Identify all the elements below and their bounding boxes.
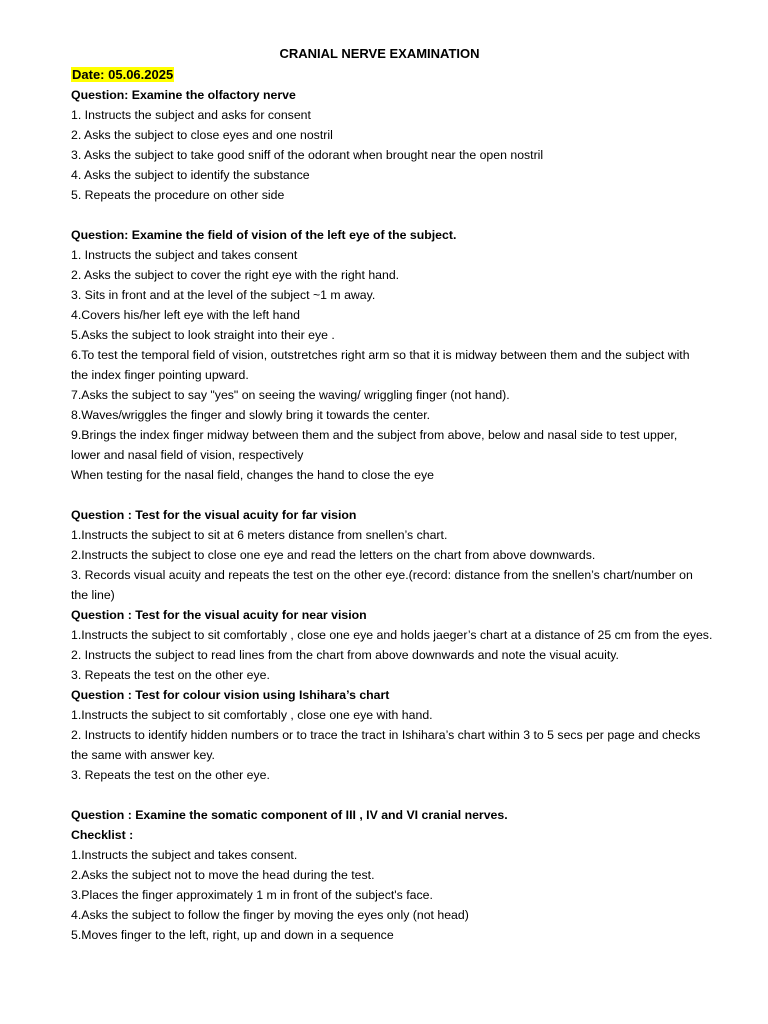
checklist-line: 5. Repeats the procedure on other side: [71, 188, 285, 202]
question-heading: Question : Test for the visual acuity for near vision: [71, 608, 367, 622]
section-colour-vision: [71, 685, 738, 785]
checklist-line: 2.Asks the subject not to move the head during the test.: [71, 868, 375, 882]
checklist-line: 7.Asks the subject to say "yes" on seeing the waving/ wriggling finger (not hand).: [71, 388, 510, 402]
checklist-line: 1.Instructs the subject to sit at 6 meters distance from snellen’s chart.: [71, 528, 448, 542]
question-heading: Question: Examine the field of vision of the left eye of the subject.: [71, 228, 457, 242]
checklist-line: 3. Sits in front and at the level of the subject ~1 m away.: [71, 288, 376, 302]
checklist-line: the index finger pointing upward.: [71, 368, 249, 382]
checklist-line: 1. Instructs the subject and takes consent: [71, 248, 298, 262]
checklist-line: 2. Asks the subject to cover the right eye with the right hand.: [71, 268, 400, 282]
section-olfactory-nerve: [71, 85, 738, 205]
checklist-line: 6.To test the temporal field of vision, outstretches right arm so that it is midway between them and the subject with: [71, 348, 690, 362]
section-far-vision: [71, 505, 738, 605]
checklist-subheading: Checklist :: [71, 828, 134, 842]
section-extraocular-nerves: [71, 805, 738, 945]
checklist-line: 3. Repeats the test on the other eye.: [71, 668, 270, 682]
checklist-line: the line): [71, 588, 115, 602]
checklist-line: lower and nasal field of vision, respectively: [71, 448, 304, 462]
checklist-line: 3. Repeats the test on the other eye.: [71, 768, 270, 782]
section-near-vision: [71, 605, 738, 685]
checklist-line: 5.Asks the subject to look straight into their eye .: [71, 328, 335, 342]
checklist-line: 2. Instructs to identify hidden numbers or to trace the tract in Ishihara’s chart within 3 to 5 secs per page and checks: [71, 728, 701, 742]
checklist-line: 4.Covers his/her left eye with the left hand: [71, 308, 300, 322]
question-heading: Question : Test for colour vision using Ishihara’s chart: [71, 688, 390, 702]
checklist-line: 2.Instructs the subject to close one eye and read the letters on the chart from above downwards.: [71, 548, 596, 562]
question-heading: Question: Examine the olfactory nerve: [71, 88, 296, 102]
document-title: CRANIAL NERVE EXAMINATION: [279, 46, 480, 61]
checklist-line: 9.Brings the index finger midway between them and the subject from above, below and nasal side to test upper,: [71, 428, 678, 442]
checklist-line: 8.Waves/wriggles the finger and slowly bring it towards the center.: [71, 408, 431, 422]
checklist-line: 1. Instructs the subject and asks for consent: [71, 108, 311, 122]
checklist-line: 4. Asks the subject to identify the substance: [71, 168, 310, 182]
checklist-line: 2. Instructs the subject to read lines from the chart from above downwards and note the visual acuity.: [71, 648, 619, 662]
checklist-line: 3.Places the finger approximately 1 m in front of the subject's face.: [71, 888, 433, 902]
date-line: [71, 65, 738, 85]
checklist-line: 4.Asks the subject to follow the finger by moving the eyes only (not head): [71, 908, 469, 922]
checklist-line: 1.Instructs the subject to sit comfortably , close one eye and holds jaeger’s chart at a distance of 25 cm from the eyes.: [71, 628, 713, 642]
checklist-line: 2. Asks the subject to close eyes and one nostril: [71, 128, 333, 142]
section-field-of-vision: [71, 225, 738, 485]
question-heading: Question : Examine the somatic component of III , IV and VI cranial nerves.: [71, 808, 508, 822]
checklist-line: 5.Moves finger to the left, right, up and down in a sequence: [71, 928, 394, 942]
checklist-line: 1.Instructs the subject to sit comfortably , close one eye with hand.: [71, 708, 433, 722]
date-highlight: Date: 05.06.2025: [72, 67, 174, 82]
checklist-line: 3. Asks the subject to take good sniff of the odorant when brought near the open nostril: [71, 148, 544, 162]
checklist-line: the same with answer key.: [71, 748, 215, 762]
checklist-line: 3. Records visual acuity and repeats the test on the other eye.(record: distance from the snellen’s chart/number on: [71, 568, 693, 582]
checklist-line: When testing for the nasal field, changes the hand to close the eye: [71, 468, 434, 482]
checklist-line: 1.Instructs the subject and takes consent.: [71, 848, 298, 862]
question-heading: Question : Test for the visual acuity for far vision: [71, 508, 357, 522]
